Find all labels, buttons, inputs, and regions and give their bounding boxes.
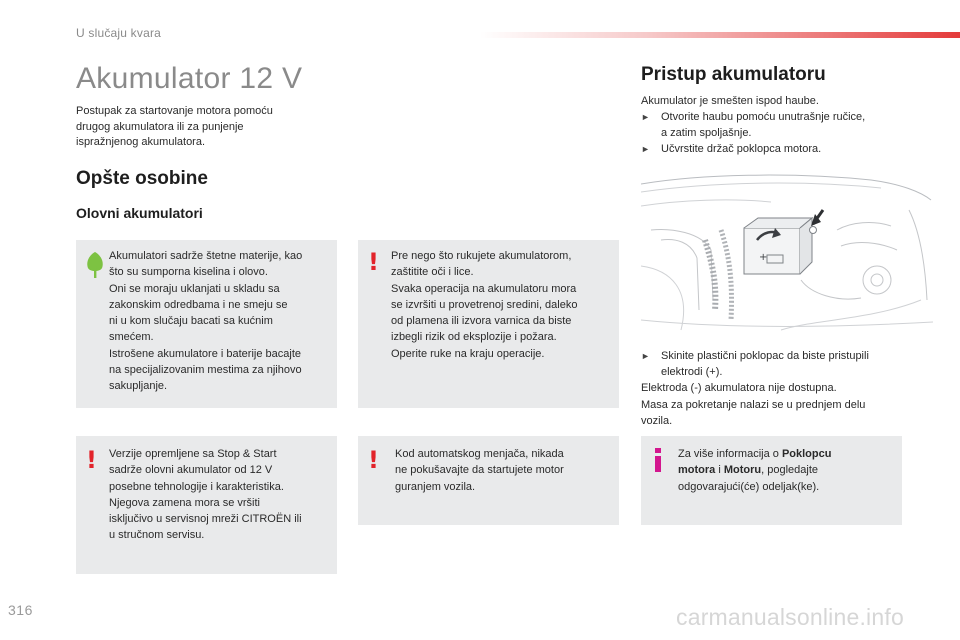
access-intro: Akumulator je smešten ispod haube. <box>641 95 819 107</box>
exclamation-icon: ! <box>86 446 97 474</box>
info-line: Za više informacija o Poklopcu <box>678 448 832 460</box>
eco-line: što su sumporna kiselina i olovo. <box>109 266 268 279</box>
eco-line: na specijalizovanim mestima za njihovo <box>109 364 302 377</box>
warning-box-stop-start <box>76 436 337 574</box>
eco-line: Oni se moraju uklanjati u skladu sa <box>109 282 280 295</box>
warning-line: od plamena ili izvora varnica da biste <box>391 315 572 328</box>
link-hood: Poklopcu <box>781 448 832 460</box>
warning-line: Pre nego što rukujete akumulatorom, <box>391 250 572 262</box>
engine-bay-illustration <box>641 170 933 342</box>
warning-line: isključivo u servisnoj mreži CITROËN ili <box>109 513 302 526</box>
warning-line: Operite ruke na kraju operacije. <box>391 347 545 360</box>
warning-line: Kod automatskog menjača, nikada <box>395 448 564 460</box>
eco-line: Istrošene akumulatore i baterije bacajte <box>109 347 301 360</box>
eco-line: smećem. <box>109 331 154 344</box>
page-number: 316 <box>8 602 33 618</box>
warning-box-handling <box>358 240 619 408</box>
after-illustration-text <box>641 348 911 429</box>
eco-line: ni u kom slučaju bacati sa kućnim <box>109 315 273 328</box>
warning-line: sadrže olovni akumulator od 12 V <box>109 464 273 477</box>
step-item: ► Otvorite haubu pomoću unutrašnje ručice, a zatim spoljašnje. <box>641 111 866 139</box>
link-hood-cont: motora <box>678 464 716 477</box>
warning-line: Njegova zamena mora se vršiti <box>109 496 261 509</box>
info-icon <box>653 448 663 472</box>
exclamation-icon: ! <box>368 446 379 474</box>
intro-line: Postupak za startovanje motora pomoću <box>76 105 273 117</box>
exclamation-icon: ! <box>368 248 379 276</box>
warning-line: guranjem vozila. <box>395 480 476 493</box>
eco-line: sakupljanje. <box>109 380 168 393</box>
warning-line: zaštitite oči i lice. <box>391 266 474 279</box>
svg-text:+: + <box>759 252 768 263</box>
note-line: Elektroda (-) akumulatora nije dostupna. <box>641 382 837 395</box>
section-header: U slučaju kvara <box>76 26 162 40</box>
access-heading: Pristup akumulatoru <box>641 64 826 85</box>
info-line: motora i Motoru, pogledajte <box>678 464 818 477</box>
link-engine: Motoru <box>723 464 762 477</box>
step-item: ► Skinite plastični poklopac da biste pristupili elektrodi (+). <box>641 348 911 380</box>
warning-box-automatic <box>358 436 619 525</box>
note-line: vozila. <box>641 414 673 427</box>
intro-text <box>76 104 316 151</box>
warning-line: u stručnom servisu. <box>109 529 205 542</box>
info-line: odgovarajući(će) odeljak(ke). <box>678 480 820 493</box>
warning-line: ne pokušavajte da startujete motor <box>395 464 564 477</box>
step-item: ► Učvrstite držač poklopca motora. <box>641 143 822 155</box>
arrow-bullet-icon: ► <box>641 144 650 154</box>
eco-line: Akumulatori sadrže štetne materije, kao <box>109 250 303 262</box>
warning-line: se izvršiti u provetrenoj sredini, daleko <box>391 298 578 311</box>
info-box <box>641 436 902 525</box>
warning-line: posebne tehnologije i karakteristika. <box>109 480 284 493</box>
watermark: carmanualsonline.info <box>676 604 904 630</box>
eco-note-box <box>76 240 337 408</box>
arrow-bullet-icon: ► <box>641 112 650 122</box>
lead-heading: Olovni akumulatori <box>76 205 203 221</box>
warning-line: Svaka operacija na akumulatoru mora <box>391 282 577 295</box>
leaf-icon <box>84 250 106 280</box>
header-accent-bar <box>480 32 960 38</box>
access-instructions <box>641 93 911 157</box>
warning-line: izbegli rizik od eksplozije i požara. <box>391 331 557 344</box>
general-heading: Opšte osobine <box>76 168 208 189</box>
warning-line: Verzije opremljene sa Stop & Start <box>109 448 277 460</box>
intro-line: drugog akumulatora ili za punjenje <box>76 120 244 133</box>
note-line: Masa za pokretanje nalazi se u prednjem delu <box>641 398 866 411</box>
eco-line: zakonskim odredbama i ne smeju se <box>109 298 288 311</box>
page-title: Akumulator 12 V <box>76 62 303 95</box>
intro-line: ispražnjenog akumulatora. <box>76 136 206 148</box>
arrow-bullet-icon: ► <box>641 351 650 361</box>
